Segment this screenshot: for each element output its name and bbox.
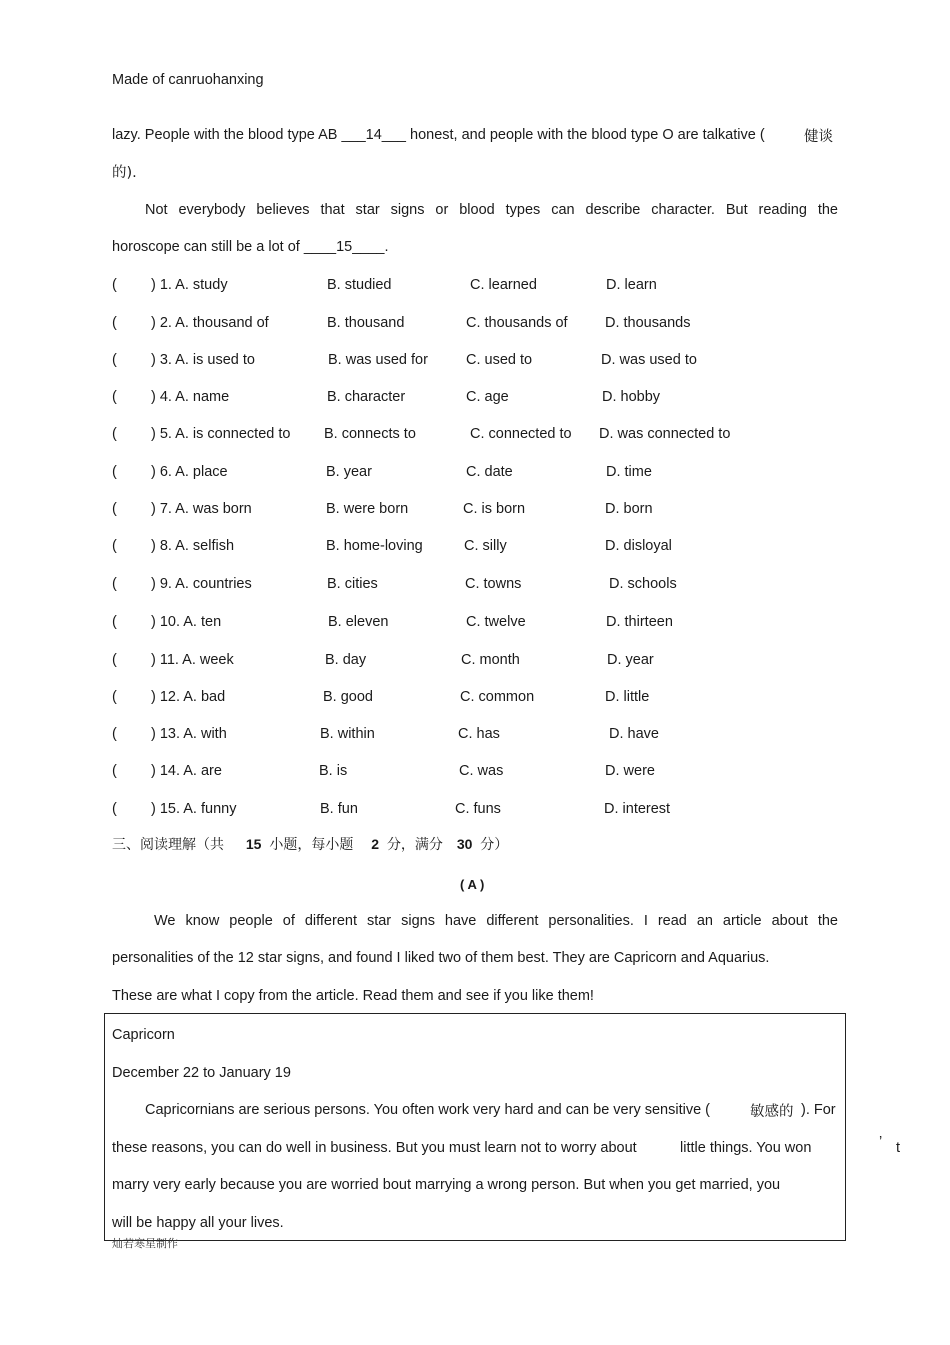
passage-line-3: Not everybody believes that star signs or blood types can describe character. But reading the bbox=[145, 202, 838, 218]
question-option-b: B. year bbox=[326, 464, 372, 480]
question-option-b: B. is bbox=[319, 763, 348, 779]
section-3-count: 15 bbox=[245, 836, 262, 852]
box-line-2-apostrophe: ’ bbox=[879, 1134, 883, 1150]
question-row bbox=[112, 277, 812, 297]
passage-line-1-cn: 健谈 bbox=[804, 129, 833, 145]
box-line-1-end: ). For bbox=[801, 1102, 836, 1118]
question-option-b: B. fun bbox=[320, 801, 358, 817]
question-option-a: ) 11. A. week bbox=[151, 652, 234, 668]
question-option-a: ) 6. A. place bbox=[151, 464, 228, 480]
question-row bbox=[112, 501, 812, 521]
question-option-a: ) 2. A. thousand of bbox=[151, 315, 269, 331]
passage-line-1: lazy. People with the blood type AB ___14___ honest, and people with the blood type O are talkative ( bbox=[112, 127, 765, 143]
question-option-c: C. common bbox=[460, 689, 535, 705]
page-header: Made of canruohanxing bbox=[112, 72, 264, 88]
question-open-paren: ( bbox=[112, 614, 117, 630]
box-line-3: marry very early because you are worried bout marrying a wrong person. But when you get married, you bbox=[112, 1177, 781, 1193]
box-line-2a: these reasons, you can do well in business. But you must learn not to worry about bbox=[112, 1140, 637, 1156]
question-row bbox=[112, 426, 812, 446]
question-option-c: C. connected to bbox=[470, 426, 572, 442]
question-option-d: D. hobby bbox=[602, 389, 661, 405]
question-option-a: ) 3. A. is used to bbox=[151, 352, 255, 368]
question-option-b: B. cities bbox=[327, 576, 378, 592]
question-option-c: C. was bbox=[459, 763, 504, 779]
question-option-c: C. is born bbox=[463, 501, 526, 517]
intro-line-2: personalities of the 12 star signs, and found I liked two of them best. They are Capricorn and Aquarius. bbox=[112, 950, 770, 966]
section-3-mid1: 小题，每小题 bbox=[269, 837, 354, 853]
passage-line-4: horoscope can still be a lot of ____15____. bbox=[112, 239, 389, 255]
question-row bbox=[112, 689, 812, 709]
question-open-paren: ( bbox=[112, 389, 117, 405]
question-row bbox=[112, 652, 812, 672]
question-open-paren: ( bbox=[112, 315, 117, 331]
question-option-b: B. connects to bbox=[324, 426, 416, 442]
question-option-b: B. good bbox=[323, 689, 373, 705]
question-option-a: ) 7. A. was born bbox=[151, 501, 252, 517]
question-open-paren: ( bbox=[112, 277, 117, 293]
question-option-d: D. was connected to bbox=[599, 426, 731, 442]
question-option-d: D. thirteen bbox=[606, 614, 673, 630]
section-3-mid2: 分，满分 bbox=[386, 837, 443, 853]
box-line-2b: little things. You won bbox=[680, 1140, 812, 1156]
question-option-a: ) 5. A. is connected to bbox=[151, 426, 291, 442]
question-option-a: ) 8. A. selfish bbox=[151, 538, 235, 554]
question-row bbox=[112, 801, 812, 821]
question-option-a: ) 12. A. bad bbox=[151, 689, 226, 705]
question-row bbox=[112, 763, 812, 783]
question-option-d: D. time bbox=[606, 464, 652, 480]
question-open-paren: ( bbox=[112, 538, 117, 554]
question-option-b: B. day bbox=[325, 652, 367, 668]
intro-line-1: We know people of different star signs have different personalities. I read an article about the bbox=[154, 913, 838, 929]
question-open-paren: ( bbox=[112, 464, 117, 480]
question-option-a: ) 15. A. funny bbox=[151, 801, 237, 817]
question-option-c: C. twelve bbox=[466, 614, 526, 630]
question-option-b: B. within bbox=[320, 726, 375, 742]
question-option-a: ) 9. A. countries bbox=[151, 576, 252, 592]
box-line-1-cn: 敏感的 bbox=[750, 1104, 794, 1120]
question-row bbox=[112, 389, 812, 409]
section-3-prefix: 三、阅读理解（共 bbox=[112, 837, 224, 853]
question-row bbox=[112, 315, 812, 335]
question-option-a: ) 4. A. name bbox=[151, 389, 230, 405]
question-option-b: B. eleven bbox=[328, 614, 389, 630]
question-row bbox=[112, 464, 812, 484]
question-option-d: D. year bbox=[607, 652, 654, 668]
question-option-c: C. used to bbox=[466, 352, 533, 368]
question-option-d: D. were bbox=[605, 763, 655, 779]
section-3-suffix: 分） bbox=[480, 837, 509, 853]
question-open-paren: ( bbox=[112, 352, 117, 368]
question-open-paren: ( bbox=[112, 576, 117, 592]
question-open-paren: ( bbox=[112, 763, 117, 779]
question-option-c: C. date bbox=[466, 464, 513, 480]
box-line-4: will be happy all your lives. bbox=[112, 1215, 284, 1231]
question-option-d: D. schools bbox=[609, 576, 677, 592]
question-open-paren: ( bbox=[112, 652, 117, 668]
question-option-c: C. silly bbox=[464, 538, 507, 554]
question-row bbox=[112, 352, 812, 372]
question-option-c: C. has bbox=[458, 726, 500, 742]
box-line-1: Capricornians are serious persons. You often work very hard and can be very sensitive ( bbox=[145, 1102, 710, 1118]
capricorn-box bbox=[104, 1013, 846, 1241]
question-option-c: C. learned bbox=[470, 277, 537, 293]
box-title: Capricorn bbox=[112, 1027, 175, 1043]
question-option-b: B. home-loving bbox=[326, 538, 423, 554]
question-option-b: B. character bbox=[327, 389, 406, 405]
intro-line-3: These are what I copy from the article. Read them and see if you like them! bbox=[112, 988, 594, 1004]
question-option-c: C. towns bbox=[465, 576, 522, 592]
question-option-d: D. thousands bbox=[605, 315, 691, 331]
question-option-d: D. born bbox=[605, 501, 653, 517]
passage-line-2: 的). bbox=[112, 165, 137, 181]
question-option-d: D. have bbox=[609, 726, 659, 742]
question-option-d: D. was used to bbox=[601, 352, 697, 368]
question-option-b: B. was used for bbox=[328, 352, 428, 368]
question-open-paren: ( bbox=[112, 801, 117, 817]
box-line-2-t: t bbox=[896, 1140, 901, 1156]
question-option-d: D. disloyal bbox=[605, 538, 672, 554]
question-option-c: C. age bbox=[466, 389, 509, 405]
question-option-c: C. thousands of bbox=[466, 315, 568, 331]
question-option-a: ) 14. A. are bbox=[151, 763, 222, 779]
page-footer: 灿若寒星制作 bbox=[112, 1237, 178, 1250]
question-option-c: C. funs bbox=[455, 801, 501, 817]
question-open-paren: ( bbox=[112, 501, 117, 517]
section-3-total: 30 bbox=[456, 836, 473, 852]
question-row bbox=[112, 614, 812, 634]
question-option-a: ) 1. A. study bbox=[151, 277, 228, 293]
question-open-paren: ( bbox=[112, 689, 117, 705]
section-3-points: 2 bbox=[371, 836, 380, 852]
section-3-heading bbox=[112, 834, 508, 854]
box-dates: December 22 to January 19 bbox=[112, 1065, 291, 1081]
question-option-b: B. studied bbox=[327, 277, 392, 293]
question-option-d: D. interest bbox=[604, 801, 671, 817]
question-option-d: D. learn bbox=[606, 277, 657, 293]
part-label: ( A ) bbox=[460, 877, 485, 892]
question-row bbox=[112, 538, 812, 558]
question-open-paren: ( bbox=[112, 426, 117, 442]
question-open-paren: ( bbox=[112, 726, 117, 742]
question-option-b: B. were born bbox=[326, 501, 409, 517]
question-option-d: D. little bbox=[605, 689, 650, 705]
question-option-b: B. thousand bbox=[327, 315, 405, 331]
question-row bbox=[112, 726, 812, 746]
question-option-c: C. month bbox=[461, 652, 520, 668]
question-option-a: ) 13. A. with bbox=[151, 726, 227, 742]
question-option-a: ) 10. A. ten bbox=[151, 614, 222, 630]
question-row bbox=[112, 576, 812, 596]
